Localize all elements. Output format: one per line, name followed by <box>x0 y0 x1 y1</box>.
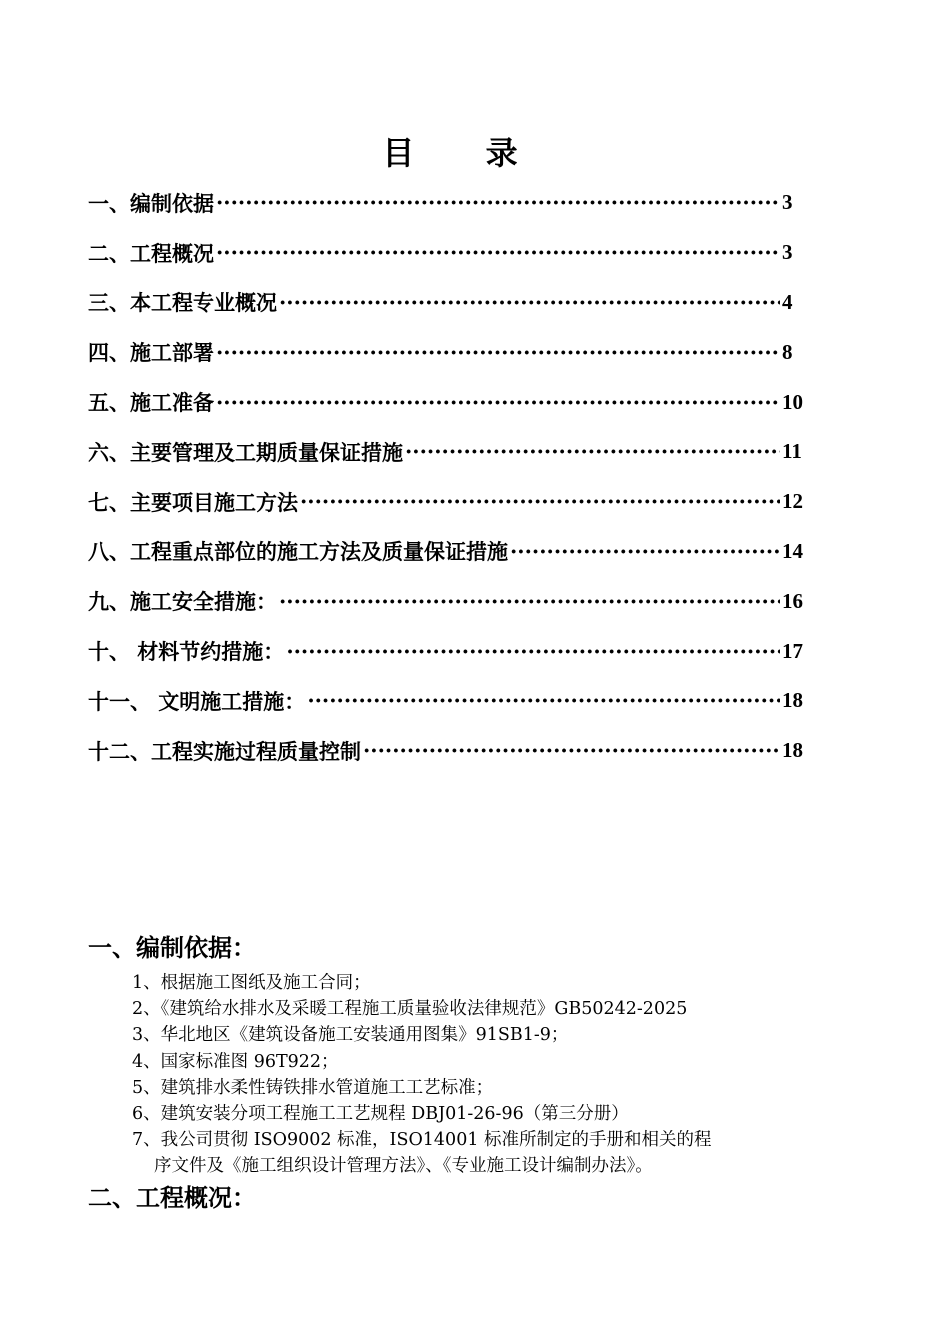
toc-entry[interactable] <box>88 527 808 577</box>
toc-entry-page: 10 <box>782 389 803 414</box>
toc-entry-label: 九、施工安全措施： <box>88 590 277 615</box>
toc-entry[interactable] <box>88 228 808 278</box>
toc-entry-label: 六、主要管理及工期质量保证措施 <box>88 440 403 465</box>
toc-entry-page: 16 <box>782 588 803 613</box>
toc-leader-dots <box>216 240 780 265</box>
toc-entry-page: 12 <box>782 489 803 514</box>
toc-leader-dots <box>510 539 780 564</box>
toc-leader-dots <box>300 489 780 514</box>
toc-entry-page: 18 <box>782 738 803 763</box>
list-item: 6、建筑安装分项工程施工工艺规程 DBJ01-26-96（第三分册） <box>132 1104 629 1125</box>
toc-entry-label: 五、施工准备 <box>88 391 214 416</box>
list-item: 1、根据施工图纸及施工合同； <box>132 973 371 993</box>
toc-entry-page: 3 <box>782 190 793 215</box>
toc-entry-page: 4 <box>782 289 793 314</box>
toc-entry-label: 十二、工程实施过程质量控制 <box>88 739 361 764</box>
toc-leader-dots <box>216 340 780 365</box>
section-heading-overview: 二、工程概况： <box>88 1184 256 1212</box>
basis-list <box>132 970 852 1180</box>
toc-leader-dots <box>286 639 780 664</box>
toc-entry-page: 8 <box>782 339 793 364</box>
list-item: 3、华北地区《建筑设备施工安装通用图集》91SB1-9； <box>132 1025 569 1046</box>
toc-entry-label: 十一、 文明施工措施： <box>88 689 306 714</box>
section-heading-basis: 一、编制依据： <box>88 934 256 962</box>
toc-leader-dots <box>279 290 780 315</box>
toc-entry-page: 14 <box>782 538 803 563</box>
toc-entry-label: 四、施工部署 <box>88 341 214 366</box>
toc-entry-page: 3 <box>782 240 793 265</box>
toc-leader-dots <box>216 190 780 215</box>
list-item: 7、我公司贯彻 ISO9002 标准，ISO14001 标准所制定的手册和相关的程 <box>132 1130 712 1151</box>
toc-entry[interactable] <box>88 327 808 377</box>
toc-entry-label: 十、 材料节约措施： <box>88 640 285 665</box>
toc-leader-dots <box>279 589 780 614</box>
toc-entry[interactable] <box>88 477 808 527</box>
list-item: 4、国家标准图 96T922； <box>132 1051 339 1072</box>
toc-entry[interactable] <box>88 576 808 626</box>
toc-entry-page: 17 <box>782 638 803 663</box>
list-item: 5、建筑排水柔性铸铁排水管道施工工艺标准； <box>132 1077 494 1098</box>
toc-entry-page: 11 <box>782 439 802 464</box>
toc-entry-label: 一、编制依据 <box>88 191 214 216</box>
toc-entry[interactable] <box>88 726 808 776</box>
toc-entry[interactable] <box>88 676 808 726</box>
toc-entry-label: 三、本工程专业概况 <box>88 291 277 316</box>
toc-entry-label: 八、工程重点部位的施工方法及质量保证措施 <box>88 540 508 565</box>
toc-entry-label: 二、工程概况 <box>88 241 214 266</box>
list-item: 2、《建筑给水排水及采暖工程施工质量验收法律规范》GB50242-2025 <box>132 999 688 1020</box>
toc-entry[interactable] <box>88 626 808 676</box>
toc-leader-dots <box>405 439 780 464</box>
toc-entry[interactable] <box>88 377 808 427</box>
toc-leader-dots <box>307 688 780 713</box>
toc-title: 目 录 <box>382 134 548 172</box>
toc-entry[interactable] <box>88 427 808 477</box>
toc-entry[interactable] <box>88 178 808 228</box>
toc-leader-dots <box>363 738 780 763</box>
toc-entry-page: 18 <box>782 688 803 713</box>
toc-entry[interactable] <box>88 278 808 328</box>
toc-leader-dots <box>216 390 780 415</box>
toc-entry-label: 七、主要项目施工方法 <box>88 490 298 515</box>
table-of-contents <box>88 178 808 776</box>
list-item-continuation: 序文件及《施工组织设计管理方法》、《专业施工设计编制办法》。 <box>154 1156 653 1177</box>
